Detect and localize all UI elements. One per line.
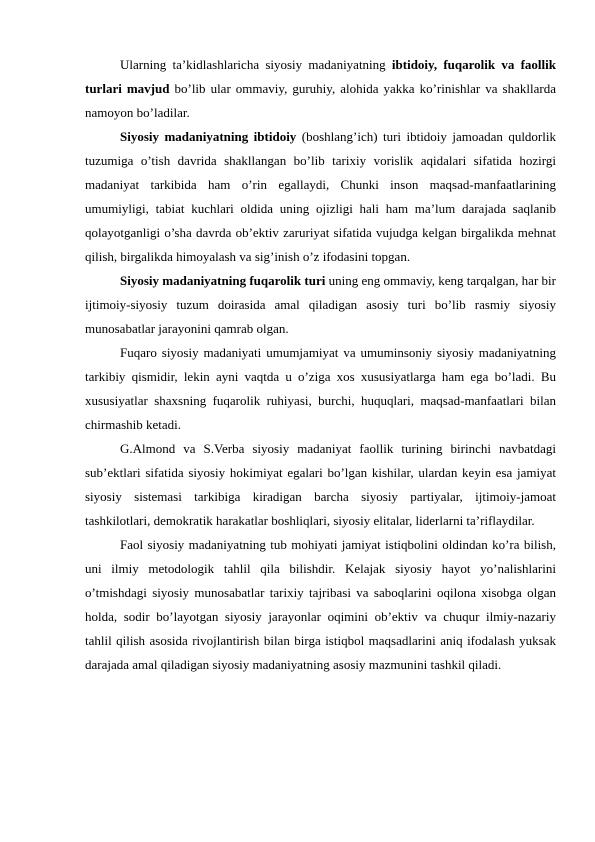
paragraph-1 xyxy=(85,53,556,125)
paragraph-6-text: Faol siyosiy madaniyatning tub mohiyati jamiyat istiqbolini oldindan ko’ra bilish, uni ilmiy metodologik tahlil qila bilishdir. Kelajak siyosiy hayot yo’nalishlarini o’tmishdagi siyosiy munosabatlar tarixiy tajribasi va saboqlarini oqilona xisobga olgan holda, sodir bo’layotgan siyosiy jarayonlar oqimini ob’ektiv va chuqur ilmiy-nazariy tahlil qilish asosida rivojlantirish bilan birga istiqbol maqsadlarini aniq ifodalash yuksak darajada amal qiladigan siyosiy madaniyatning asosiy mazmunini tashkil qiladi. xyxy=(85,537,556,672)
document-body xyxy=(85,53,556,677)
paragraph-1-text: Ularning ta’kidlashlaricha siyosiy madaniyatning xyxy=(120,57,392,72)
paragraph-5 xyxy=(85,437,556,533)
paragraph-2-bold-term: Siyosiy madaniyatning ibtidoiy xyxy=(120,129,297,144)
paragraph-3-text: uning eng ommaviy, keng tarqalgan, har bir ijtimoiy-siyosiy tuzum doirasida amal qiladigan asosiy turi bo’lib rasmiy siyosiy munosabatlar jarayonini qamrab olgan. xyxy=(85,273,556,336)
paragraph-3-bold-term: Siyosiy madaniyatning fuqarolik turi xyxy=(120,273,326,288)
paragraph-1-bold-term: ibtidoiy, fuqarolik va faollik turlari mavjud xyxy=(85,57,556,96)
paragraph-4-text: Fuqaro siyosiy madaniyati umumjamiyat va umuminsoniy siyosiy madaniyatning tarkibiy qismidir, lekin ayni vaqtda u o’ziga xos xususiyatlarga ham ega bo’ladi. Bu xususiyatlar shaxsning fuqarolik ruhiyasi, burchi, huquqlari, maqsad-manfaatlari bilan chirmashib ketadi. xyxy=(85,345,556,432)
paragraph-4 xyxy=(85,341,556,437)
paragraph-6 xyxy=(85,533,556,677)
paragraph-1-text-end: bo’lib ular ommaviy, guruhiy, alohida yakka ko’rinishlar va shakllarda namoyon bo’ladilar. xyxy=(85,81,556,120)
paragraph-3 xyxy=(85,269,556,341)
paragraph-2 xyxy=(85,125,556,269)
paragraph-5-text: G.Almond va S.Verba siyosiy madaniyat faollik turining birinchi navbatdagi sub’ektlari sifatida siyosiy hokimiyat egalari bo’lgan kishilar, ulardan keyin esa jamiyat siyosiy sistemasi tarkibiga kiradigan barcha siyosiy partiyalar, ijtimoiy-jamoat tashkilotlari, demokratik harakatlar boshliqlari, siyosiy elitalar, liderlarni ta’riflaydilar. xyxy=(85,441,556,528)
paragraph-2-text: (boshlang’ich) turi ibtidoiy jamoadan quldorlik tuzumiga o’tish davrida shakllangan bo’lib tarixiy vorislik aqidalari sifatida hozirgi madaniyat tarkibida ham o’rin egallaydi, Chunki inson maqsad-manfaatlarining umumiyligi, tabiat kuchlari oldida uning ojizligi hali ham ma’lum darajada saqlanib qolayotganligi o’sha davrda ob’ektiv zaruriyat sifatida vujudga kelgan birgalikda mehnat qilish, birgalikda himoyalash va sig’inish o’z ifodasini topgan. xyxy=(85,129,556,264)
